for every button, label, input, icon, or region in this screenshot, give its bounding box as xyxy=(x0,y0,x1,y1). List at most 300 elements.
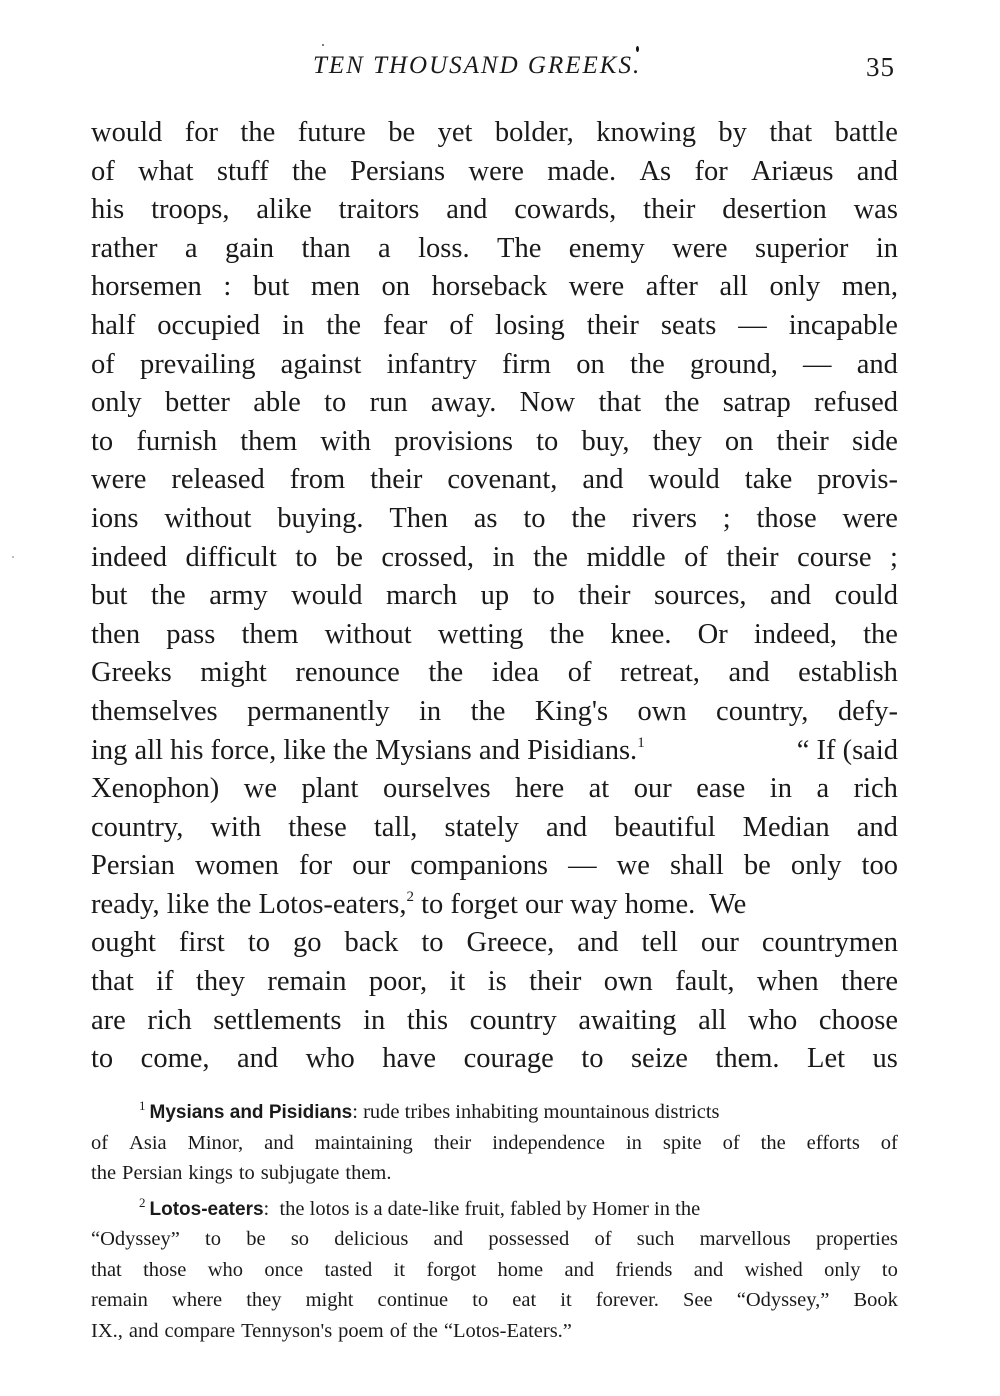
word: forever. xyxy=(595,1289,659,1311)
word: ground, xyxy=(689,348,778,380)
word: their xyxy=(370,464,423,496)
word: a xyxy=(816,773,830,805)
word: tasted xyxy=(324,1258,373,1281)
word: there xyxy=(841,966,898,998)
text-line xyxy=(91,307,898,346)
word: choose xyxy=(818,1004,898,1036)
word: seize xyxy=(630,1043,688,1075)
word: provisions xyxy=(394,425,513,457)
word: able xyxy=(253,387,301,419)
footnote-text: : the lotos is a date-like fruit, fabled by Homer in the xyxy=(263,1197,701,1220)
word: in xyxy=(769,773,792,805)
word: middle xyxy=(586,541,666,573)
word: than xyxy=(301,232,351,264)
word: buying. xyxy=(277,502,364,534)
footnote-line xyxy=(91,1158,898,1189)
word: “Odyssey” xyxy=(91,1228,180,1250)
word: to xyxy=(523,502,546,534)
word: their xyxy=(578,580,631,612)
word: bolder, xyxy=(494,117,574,148)
word: we xyxy=(243,773,277,805)
word: Median xyxy=(742,811,830,843)
word: go xyxy=(293,927,322,959)
word: women xyxy=(194,850,279,882)
word: remain xyxy=(91,1289,148,1311)
text-segment: to forget our way home. We xyxy=(421,888,747,920)
footnote-line xyxy=(91,1255,898,1286)
word: to xyxy=(205,1228,221,1250)
word: the xyxy=(240,117,276,148)
text-line xyxy=(91,924,898,963)
word: ; xyxy=(722,502,731,534)
word: once xyxy=(264,1258,304,1281)
word: are xyxy=(91,1004,126,1036)
word: against xyxy=(280,348,362,380)
word: take xyxy=(744,464,793,496)
word: rivers xyxy=(632,502,697,534)
word: establish xyxy=(798,657,898,689)
word: as xyxy=(473,502,498,534)
word: and xyxy=(128,1319,159,1342)
word: difficult xyxy=(185,541,277,573)
word: shall xyxy=(669,850,724,882)
word: ourselves xyxy=(382,773,491,805)
word: to xyxy=(295,541,318,573)
word: and xyxy=(856,155,898,187)
word: in xyxy=(625,1131,642,1154)
footnote-line xyxy=(91,1316,898,1347)
word: on xyxy=(724,425,754,457)
text-line xyxy=(91,654,898,693)
word: who xyxy=(207,1258,244,1281)
word: incapable xyxy=(788,309,898,341)
word: independence xyxy=(492,1131,605,1154)
word: such xyxy=(636,1228,675,1250)
word: Minor, xyxy=(187,1131,244,1154)
word: the xyxy=(470,695,506,727)
word: enemy xyxy=(568,232,645,264)
word: who xyxy=(305,1043,355,1075)
word: after xyxy=(645,271,698,303)
word: wetting xyxy=(437,618,524,650)
word: provis- xyxy=(817,464,898,496)
word: for xyxy=(694,155,728,187)
word: loss. xyxy=(418,232,470,264)
word: and xyxy=(264,1131,294,1154)
word: by xyxy=(718,117,747,148)
word: the xyxy=(326,309,362,341)
text-line xyxy=(91,346,898,385)
word: alike xyxy=(256,194,312,226)
word: when xyxy=(756,966,819,998)
text-line xyxy=(91,539,898,578)
word: of xyxy=(389,1319,407,1342)
word: own xyxy=(637,695,687,727)
text-line xyxy=(91,268,898,307)
word: but xyxy=(252,271,290,303)
word: of xyxy=(880,1131,898,1154)
text-line xyxy=(91,616,898,655)
word: poor, xyxy=(368,966,428,998)
word: here xyxy=(515,773,565,805)
word: in xyxy=(282,309,305,341)
word: the xyxy=(549,618,585,650)
word: in xyxy=(418,695,442,727)
word: King's xyxy=(534,695,609,727)
word: Persian xyxy=(91,850,175,882)
word: that xyxy=(91,966,134,998)
word: and xyxy=(856,348,898,380)
word: where xyxy=(172,1289,223,1311)
word: sources, xyxy=(653,580,747,612)
word: tall, xyxy=(373,811,418,843)
word: might xyxy=(305,1289,354,1311)
word: the xyxy=(412,1319,438,1342)
word: yet xyxy=(437,117,473,148)
word: beautiful xyxy=(614,811,716,843)
word: country, xyxy=(91,811,184,843)
word: would xyxy=(91,117,163,148)
word: the xyxy=(664,387,700,419)
word: The xyxy=(497,232,542,264)
word: ease xyxy=(696,773,746,805)
word: settlements xyxy=(213,1004,342,1036)
word: See xyxy=(683,1289,713,1311)
word: us xyxy=(872,1043,898,1075)
word: without xyxy=(164,502,252,534)
word: if xyxy=(156,966,174,998)
word: marvellous xyxy=(699,1228,791,1250)
word: to xyxy=(421,927,444,959)
word: Asia xyxy=(129,1131,167,1154)
text-line xyxy=(91,114,898,153)
word: made. xyxy=(547,155,617,187)
word: fault, xyxy=(675,966,735,998)
word: Or xyxy=(697,618,728,650)
word: their xyxy=(776,425,829,457)
word: were xyxy=(842,502,898,534)
word: run xyxy=(369,387,408,419)
word: permanently xyxy=(247,695,390,727)
word: to xyxy=(238,1162,255,1184)
word: properties xyxy=(815,1228,898,1250)
word: was xyxy=(853,194,898,226)
word: knowing xyxy=(596,117,696,148)
word: without xyxy=(324,618,412,650)
word: at xyxy=(588,773,610,805)
word: indeed, xyxy=(753,618,837,650)
word: army xyxy=(209,580,268,612)
word: maintaining xyxy=(314,1131,413,1154)
word: compare xyxy=(164,1319,236,1342)
word: subjugate xyxy=(260,1162,340,1184)
word: spite xyxy=(662,1131,702,1154)
word: away. xyxy=(430,387,497,419)
word: with xyxy=(320,425,372,457)
word: that xyxy=(769,117,813,148)
word: only xyxy=(769,271,821,303)
scan-speck xyxy=(12,556,14,558)
word: of xyxy=(91,348,115,380)
word: stately xyxy=(444,811,519,843)
word: march xyxy=(385,580,458,612)
footnote-line xyxy=(91,1128,898,1159)
word: of xyxy=(594,1228,612,1250)
word: their xyxy=(433,1131,472,1154)
word: traitors xyxy=(338,194,420,226)
word: Then xyxy=(389,502,448,534)
word: poem xyxy=(338,1319,384,1342)
word: firm xyxy=(502,348,552,380)
word: only xyxy=(790,850,842,882)
word: first xyxy=(178,927,225,959)
word: Ariæus xyxy=(751,155,834,187)
word: it xyxy=(560,1289,572,1311)
word: indeed xyxy=(91,541,167,573)
text-segment: “ If (said xyxy=(796,734,898,766)
word: horseback xyxy=(431,271,548,303)
word: troops, xyxy=(151,194,230,226)
text-line xyxy=(91,809,898,848)
word: too xyxy=(861,850,898,882)
word: but xyxy=(91,580,128,612)
footnote-marker: 2 xyxy=(139,1194,146,1210)
word: friends xyxy=(615,1258,673,1281)
word: to xyxy=(247,927,271,959)
word: for xyxy=(298,850,333,882)
word: be xyxy=(335,541,363,573)
word: defy- xyxy=(837,695,898,727)
word: men, xyxy=(841,271,898,303)
word: only xyxy=(824,1258,861,1281)
footnote-line xyxy=(91,1194,898,1225)
word: country xyxy=(469,1004,557,1036)
word: As xyxy=(639,155,672,187)
word: retreat, xyxy=(620,657,700,689)
text-segment: ing all his force, like the Mysians and Pisidians. xyxy=(91,734,638,766)
word: idea xyxy=(491,657,540,689)
word: the xyxy=(533,541,568,573)
word: and xyxy=(577,927,619,959)
footnote-term: Lotos-eaters xyxy=(149,1198,264,1220)
word: infantry xyxy=(386,348,477,380)
word: side xyxy=(851,425,898,457)
word: the xyxy=(760,1131,786,1154)
word: the xyxy=(291,155,327,187)
word: were xyxy=(568,271,625,303)
word: Tennyson's xyxy=(241,1319,333,1342)
word: in xyxy=(492,541,515,573)
word: of xyxy=(684,541,708,573)
word: all xyxy=(719,271,748,303)
text-line xyxy=(91,230,898,269)
word: their xyxy=(586,309,639,341)
word: be xyxy=(246,1228,266,1250)
word: ought xyxy=(91,927,156,959)
word: have xyxy=(382,1043,437,1075)
word: them xyxy=(241,618,299,650)
word: fear xyxy=(383,309,428,341)
word: furnish xyxy=(136,425,218,457)
word: released xyxy=(171,464,265,496)
word: countrymen xyxy=(761,927,898,959)
word: gain xyxy=(224,232,275,264)
word: superior xyxy=(755,232,849,264)
word: were xyxy=(672,232,728,264)
word: Now xyxy=(519,387,576,419)
word: the xyxy=(629,348,665,380)
word: his xyxy=(91,194,125,226)
word: “Lotos-Eaters.” xyxy=(443,1319,572,1342)
word: these xyxy=(288,811,347,843)
word: Greece, xyxy=(466,927,555,959)
scan-speck xyxy=(636,46,639,52)
word: be xyxy=(388,117,416,148)
word: only xyxy=(91,387,142,419)
word: rich xyxy=(853,773,898,805)
word: course xyxy=(797,541,872,573)
footnote-ref-2[interactable]: 2 xyxy=(406,888,414,905)
word: them xyxy=(240,425,298,457)
text-segment: ready, like the Lotos-eaters, xyxy=(91,888,407,920)
word: our xyxy=(633,773,672,805)
word: covenant, xyxy=(447,464,558,496)
word: they xyxy=(246,1289,282,1311)
word: efforts xyxy=(806,1131,860,1154)
word: — xyxy=(803,348,832,380)
word: — xyxy=(568,850,597,882)
word: their xyxy=(643,194,696,226)
text-line-with-footnote-ref xyxy=(91,732,898,771)
word: stuff xyxy=(216,155,269,187)
word: country, xyxy=(716,695,809,727)
word: and xyxy=(770,580,812,612)
word: Book xyxy=(853,1289,898,1311)
running-head xyxy=(0,50,1000,84)
word: be xyxy=(743,850,771,882)
word: were xyxy=(91,464,147,496)
word: future xyxy=(297,117,366,148)
word: crossed, xyxy=(381,541,474,573)
word: rich xyxy=(147,1004,192,1036)
word: to xyxy=(581,1043,604,1075)
word: remain xyxy=(267,966,347,998)
word: Persian xyxy=(122,1162,183,1184)
word: in xyxy=(875,232,898,264)
text-line xyxy=(91,461,898,500)
word: courage xyxy=(463,1043,554,1075)
text-line xyxy=(91,770,898,809)
word: satrap xyxy=(722,387,791,419)
word: Greeks xyxy=(91,657,172,689)
word: better xyxy=(165,387,230,419)
word: rather xyxy=(91,232,158,264)
footnote-line xyxy=(91,1224,898,1255)
word: and xyxy=(446,194,488,226)
word: occupied xyxy=(157,309,261,341)
word: to xyxy=(536,425,559,457)
word: those xyxy=(756,502,817,534)
word: forgot xyxy=(426,1258,477,1281)
word: then xyxy=(91,618,141,650)
word: half xyxy=(91,309,136,341)
word: so xyxy=(290,1228,310,1250)
text-line xyxy=(91,153,898,192)
word: plant xyxy=(301,773,359,805)
word: up xyxy=(480,580,510,612)
word: Let xyxy=(807,1043,846,1075)
word: and xyxy=(693,1258,724,1281)
word: a xyxy=(184,232,198,264)
word: prevailing xyxy=(139,348,256,380)
word: with xyxy=(210,811,262,843)
scan-speck xyxy=(322,44,324,46)
word: their xyxy=(529,966,582,998)
word: own xyxy=(603,966,653,998)
text-line xyxy=(91,847,898,886)
word: were xyxy=(468,155,524,187)
word: for xyxy=(184,117,218,148)
word: men xyxy=(310,271,360,303)
word: and xyxy=(728,657,770,689)
word: losing xyxy=(495,309,565,341)
word: kings xyxy=(188,1162,233,1184)
word: and xyxy=(433,1228,464,1250)
word: that xyxy=(91,1258,122,1281)
word: to xyxy=(881,1258,898,1281)
word: to xyxy=(532,580,555,612)
footnote-line xyxy=(91,1097,898,1128)
text-line xyxy=(91,191,898,230)
word: companions xyxy=(410,850,549,882)
footnote-text: : rude tribes inhabiting mountainous districts xyxy=(352,1101,720,1123)
footnote-line xyxy=(91,1285,898,1316)
word: our xyxy=(352,850,391,882)
word: “Odyssey,” xyxy=(736,1289,830,1311)
word: and xyxy=(856,811,898,843)
word: of xyxy=(722,1131,740,1154)
word: would xyxy=(291,580,363,612)
word: buy, xyxy=(581,425,630,457)
word: the xyxy=(863,618,898,650)
word: ions xyxy=(91,502,139,534)
text-line xyxy=(91,1040,898,1079)
word: their xyxy=(726,541,779,573)
word: the xyxy=(428,657,464,689)
word: they xyxy=(652,425,702,457)
word: them. xyxy=(345,1162,392,1184)
word: and xyxy=(564,1258,595,1281)
word: possessed xyxy=(488,1228,570,1250)
word: come, xyxy=(140,1043,210,1075)
word: a xyxy=(378,232,391,264)
text-line xyxy=(91,423,898,462)
word: awaiting xyxy=(578,1004,677,1036)
word: battle xyxy=(834,117,898,148)
word: refused xyxy=(814,387,898,419)
page-number: 35 xyxy=(866,52,895,82)
word: ; xyxy=(889,541,898,573)
word: to xyxy=(472,1289,489,1311)
word: home xyxy=(497,1258,544,1281)
word: to xyxy=(91,1043,114,1075)
word: — xyxy=(738,309,767,341)
word: is xyxy=(487,966,507,998)
text-line xyxy=(91,577,898,616)
footnote-ref-1[interactable]: 1 xyxy=(637,734,645,751)
word: on xyxy=(381,271,411,303)
word: Xenophon) xyxy=(91,773,220,805)
